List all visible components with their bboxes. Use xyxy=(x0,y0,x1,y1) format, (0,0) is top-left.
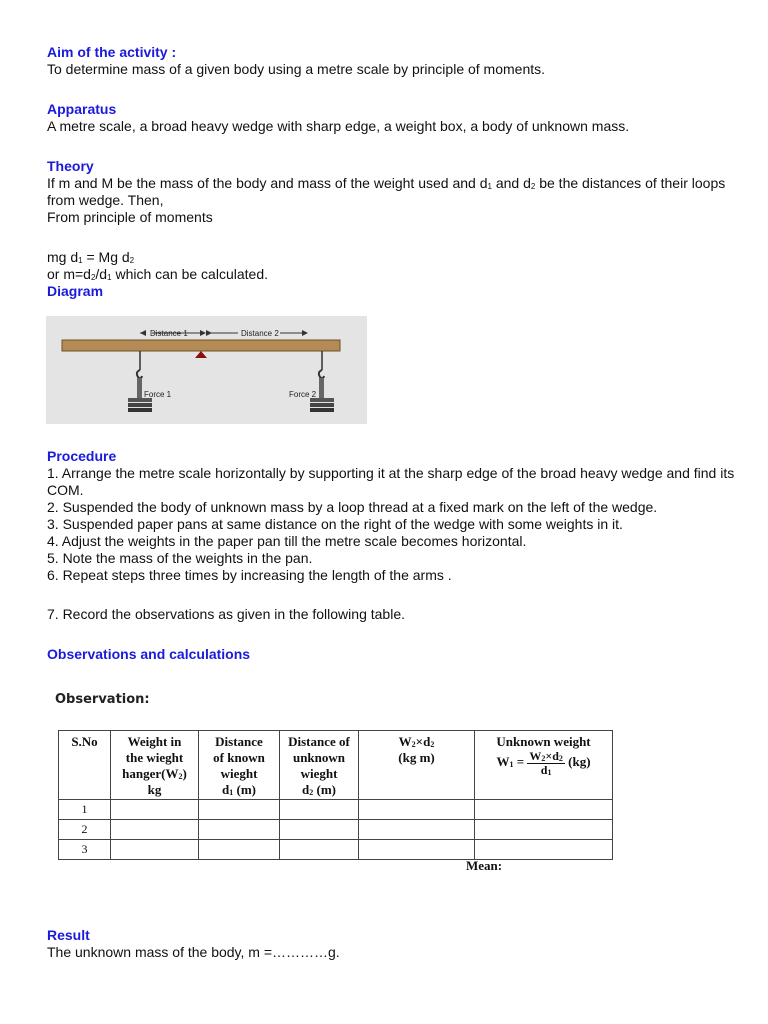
unknown-weight-formula: $W_1$ = $\frac{W_2\times d_2}{d_1}$ (kg) xyxy=(496,749,591,777)
table-row xyxy=(59,820,613,840)
distance-1-label: Distance 1 xyxy=(150,329,188,338)
observations-heading: Observations and calculations xyxy=(47,646,251,662)
distance-2-label: Distance 2 xyxy=(241,329,279,338)
procedure-step: 6. Repeat steps three times by increasing the length of the arms . xyxy=(47,567,452,583)
diagram-heading: Diagram xyxy=(47,283,104,299)
col-d2: Distance of unknown wieght $d_2$ (m) xyxy=(280,731,359,800)
observation-table xyxy=(58,730,613,860)
theory-section xyxy=(47,158,737,226)
result-text: The unknown mass of the body, m =…………g. xyxy=(47,944,340,960)
result-section xyxy=(47,927,737,961)
force-2-label: Force 2 xyxy=(289,390,317,399)
table-row xyxy=(59,840,613,860)
metre-scale xyxy=(62,340,340,351)
equation-1: mg $d_1 = Mg$ $d_2$ xyxy=(47,249,135,265)
procedure-step: 5. Note the mass of the weights in the pan. xyxy=(47,550,313,566)
row-number: 3 xyxy=(59,840,111,860)
theory-heading: Theory xyxy=(47,158,94,174)
table-header-row xyxy=(59,731,613,800)
apparatus-text: A metre scale, a broad heavy wedge with sharp edge, a weight box, a body of unknown mass. xyxy=(47,118,630,134)
row-number: 2 xyxy=(59,820,111,840)
col-unknown-weight: Unknown weight $W_1$ = $\frac{W_2\times d_2}{d_1}$ (kg) xyxy=(475,731,613,800)
procedure-step: 2. Suspended the body of unknown mass by a loop thread at a fixed mark on the left of the wedge. xyxy=(47,499,658,515)
col-weight: Weight in the wieght $hanger(W_2)$ kg xyxy=(111,731,199,800)
force-1-label: Force 1 xyxy=(144,390,172,399)
observation-table-title: Observation: xyxy=(55,692,150,707)
observations-section xyxy=(47,646,737,663)
procedure-step: 1. Arrange the metre scale horizontally by supporting it at the sharp edge of the broad heavy wedge and find its COM. xyxy=(47,465,735,498)
col-d1: Distance of known wieght $d_1$ (m) xyxy=(199,731,280,800)
col-sno: S.No xyxy=(59,731,111,800)
theory-line1: If m and M be the mass of the body and mass of the weight used and $d_1$ and $d_2$ be the distances of their loops from wedge. Then, xyxy=(47,175,726,208)
procedure-step-7: 7. Record the observations as given in the following table. xyxy=(47,606,405,622)
equation-2: or $m=d_2/d_1$ which can be calculated. xyxy=(47,266,268,282)
aim-heading: Aim of the activity : xyxy=(47,44,177,60)
row-number: 1 xyxy=(59,800,111,820)
result-heading: Result xyxy=(47,927,90,943)
moments-diagram xyxy=(46,316,367,424)
procedure-step: 4. Adjust the weights in the paper pan till the metre scale becomes horizontal. xyxy=(47,533,527,549)
procedure-step: 3. Suspended paper pans at same distance on the right of the wedge with some weights in it. xyxy=(47,516,623,532)
procedure-heading: Procedure xyxy=(47,448,117,464)
theory-equations xyxy=(47,249,737,300)
aim-text: To determine mass of a given body using a metre scale by principle of moments. xyxy=(47,61,546,77)
col-product: $W_2\times d_2$ (kg m) xyxy=(359,731,475,800)
table-row xyxy=(59,800,613,820)
mean-label: Mean: xyxy=(466,858,503,873)
apparatus-heading: Apparatus xyxy=(47,101,117,117)
aim-section xyxy=(47,44,737,78)
theory-line2: From principle of moments xyxy=(47,209,213,225)
procedure-section xyxy=(47,448,737,584)
apparatus-section xyxy=(47,101,737,135)
